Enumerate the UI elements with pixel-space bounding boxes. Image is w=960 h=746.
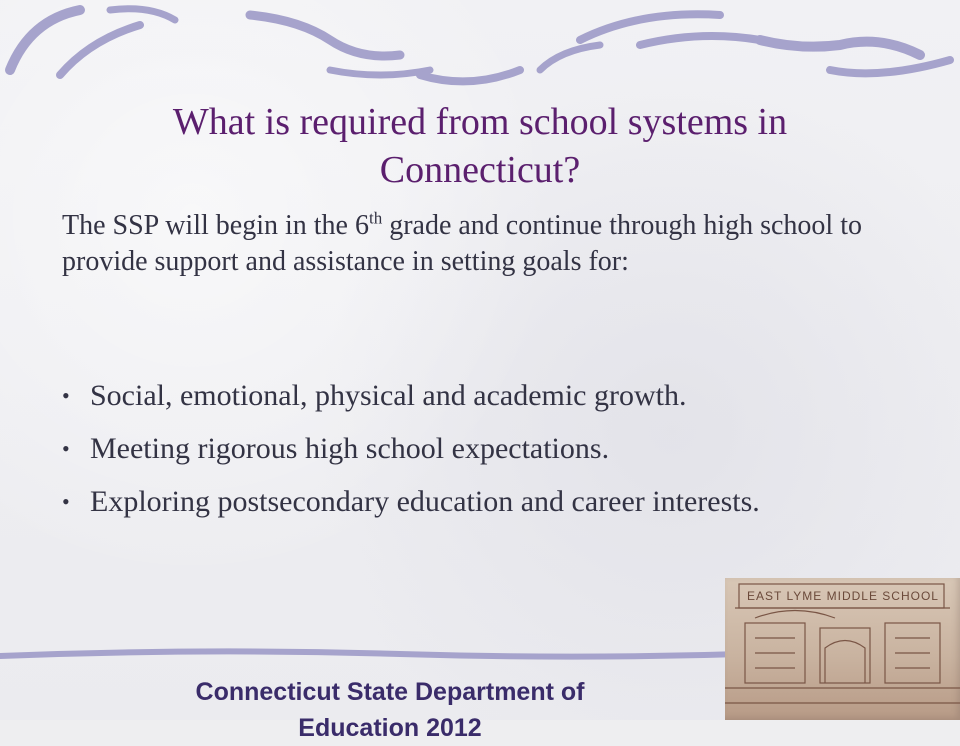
slide-title: What is required from school systems in Connecticut?	[172, 101, 788, 191]
list-item	[62, 431, 862, 467]
bullet-dot-icon: •	[62, 489, 70, 514]
intro-text-part1: The SSP will begin in the 6	[62, 210, 369, 241]
list-item	[62, 484, 862, 520]
goals-list	[62, 378, 862, 537]
footer-line-1: Connecticut State Department of	[195, 678, 585, 706]
bullet-text: Social, emotional, physical and academic growth.	[90, 379, 687, 412]
bullet-text: Exploring postsecondary education and career interests.	[90, 485, 760, 518]
bullet-dot-icon: •	[62, 383, 70, 408]
school-building-sketch	[725, 578, 960, 720]
intro-paragraph	[62, 208, 882, 280]
footer-line-2: Education 2012	[298, 714, 482, 742]
school-building-image	[725, 578, 960, 720]
footer-source	[140, 674, 640, 746]
bullet-text: Meeting rigorous high school expectations.	[90, 432, 610, 465]
intro-superscript: th	[368, 208, 383, 228]
list-item	[62, 378, 862, 414]
bullet-dot-icon: •	[62, 436, 70, 461]
intro-text-part2: grade and continue through high school to provide support and assistance in setting goals for:	[62, 210, 862, 277]
decorative-swirls	[0, 0, 960, 95]
school-sign-text: EAST LYME MIDDLE SCHOOL	[747, 589, 939, 603]
